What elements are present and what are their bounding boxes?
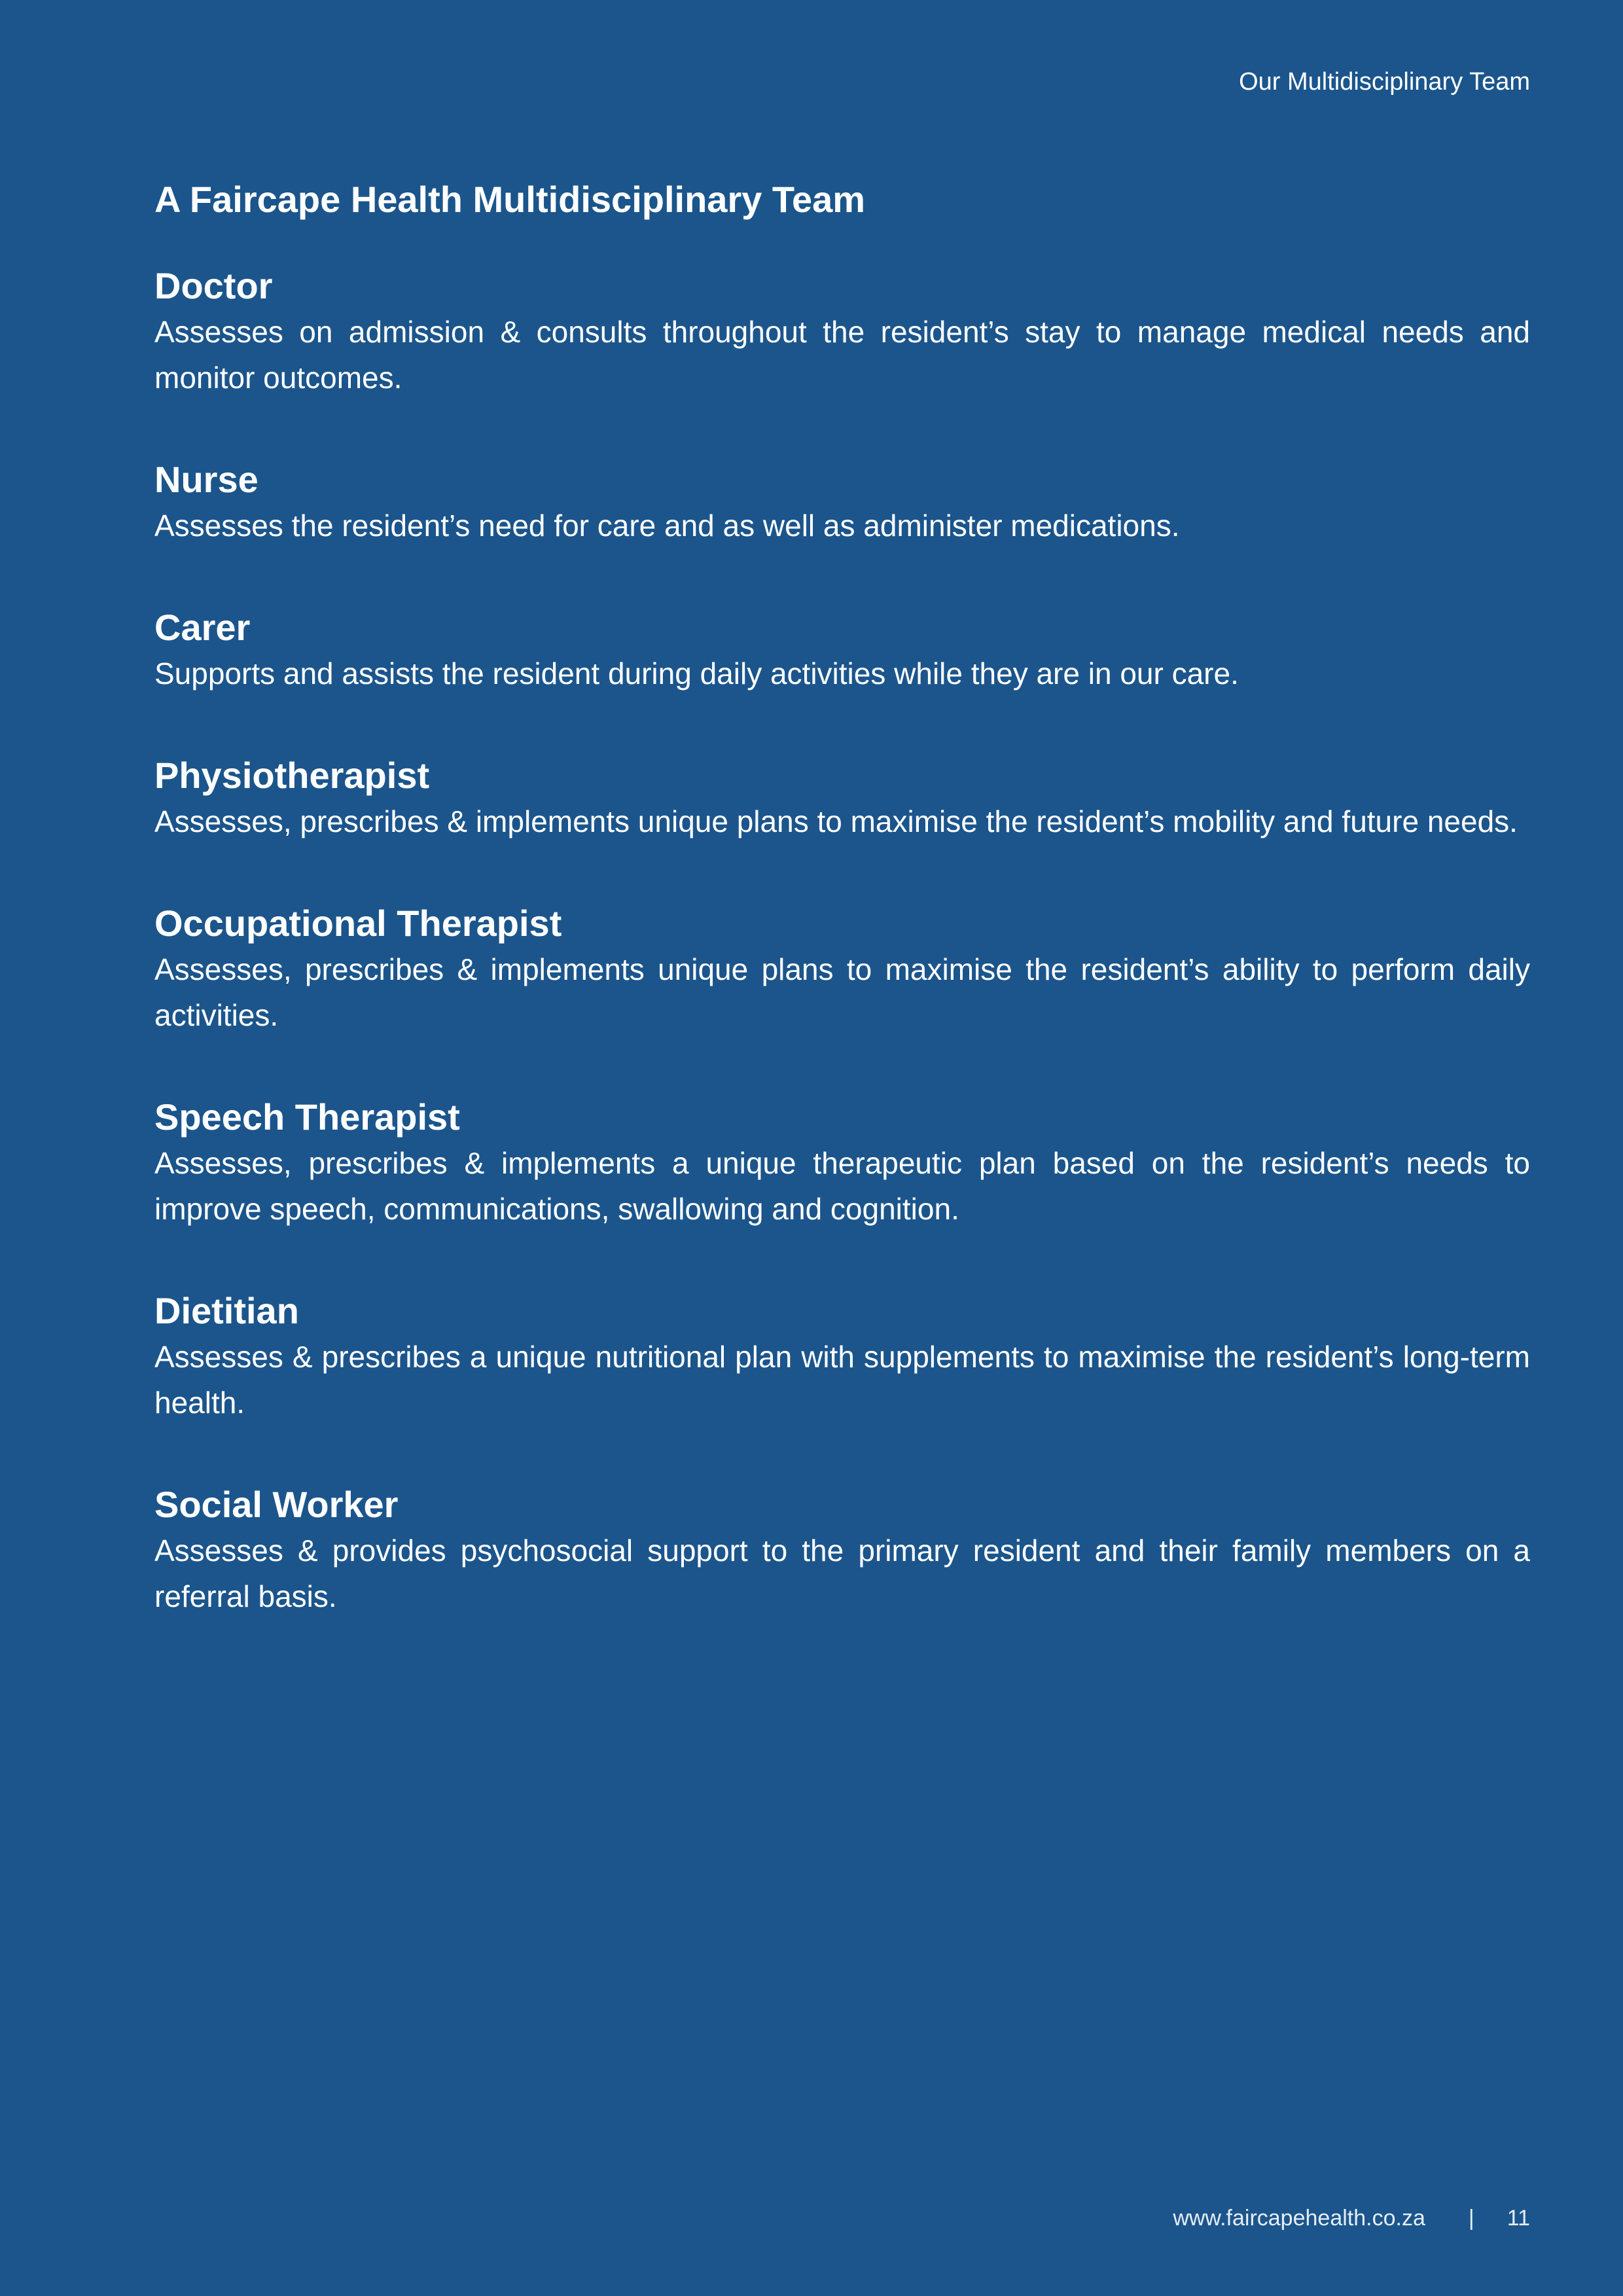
role-title: Physiotherapist — [154, 755, 430, 796]
role-speech-therapist — [154, 1094, 1530, 1232]
role-description: Assesses on admission & consults throughout the resident’s stay to manage medical needs and monitor outcomes. — [154, 315, 1530, 395]
role-physiotherapist — [154, 753, 1530, 844]
role-title: Occupational Therapist — [154, 903, 562, 944]
role-description: Assesses & prescribes a unique nutritional plan with supplements to maximise the resident’s long-term health. — [154, 1340, 1530, 1420]
role-description: Supports and assists the resident during daily activities while they are in our care. — [154, 656, 1239, 691]
footer-separator: | — [1468, 2206, 1474, 2231]
website-link[interactable]: www.faircapehealth.co.za — [1173, 2206, 1425, 2231]
role-dietitian — [154, 1288, 1530, 1426]
role-title: Carer — [154, 607, 251, 648]
page-title: A Faircape Health Multidisciplinary Team — [154, 179, 866, 220]
running-header: Our Multidisciplinary Team — [1239, 68, 1530, 96]
main-content — [154, 175, 1530, 1676]
role-doctor — [154, 263, 1530, 401]
role-description: Assesses the resident’s need for care and as well as administer medications. — [154, 509, 1180, 543]
role-title: Speech Therapist — [154, 1096, 460, 1138]
role-title: Social Worker — [154, 1484, 399, 1525]
role-occupational-therapist — [154, 901, 1530, 1038]
role-carer — [154, 605, 1530, 696]
role-nurse — [154, 457, 1530, 548]
role-social-worker — [154, 1482, 1530, 1619]
role-title: Dietitian — [154, 1290, 299, 1331]
role-description: Assesses, prescribes & implements unique plans to maximise the resident’s mobility and future needs. — [154, 804, 1518, 838]
role-title: Nurse — [154, 459, 259, 500]
role-description: Assesses & provides psychosocial support to the primary resident and their family members on a referral basis. — [154, 1534, 1530, 1613]
page-number: 11 — [1507, 2206, 1530, 2231]
role-description: Assesses, prescribes & implements a unique therapeutic plan based on the resident’s needs to improve speech, communications, swallowing and cognition. — [154, 1146, 1530, 1226]
page-footer — [1173, 2202, 1530, 2234]
role-description: Assesses, prescribes & implements unique plans to maximise the resident’s ability to perform daily activities. — [154, 952, 1530, 1032]
role-title: Doctor — [154, 265, 273, 306]
